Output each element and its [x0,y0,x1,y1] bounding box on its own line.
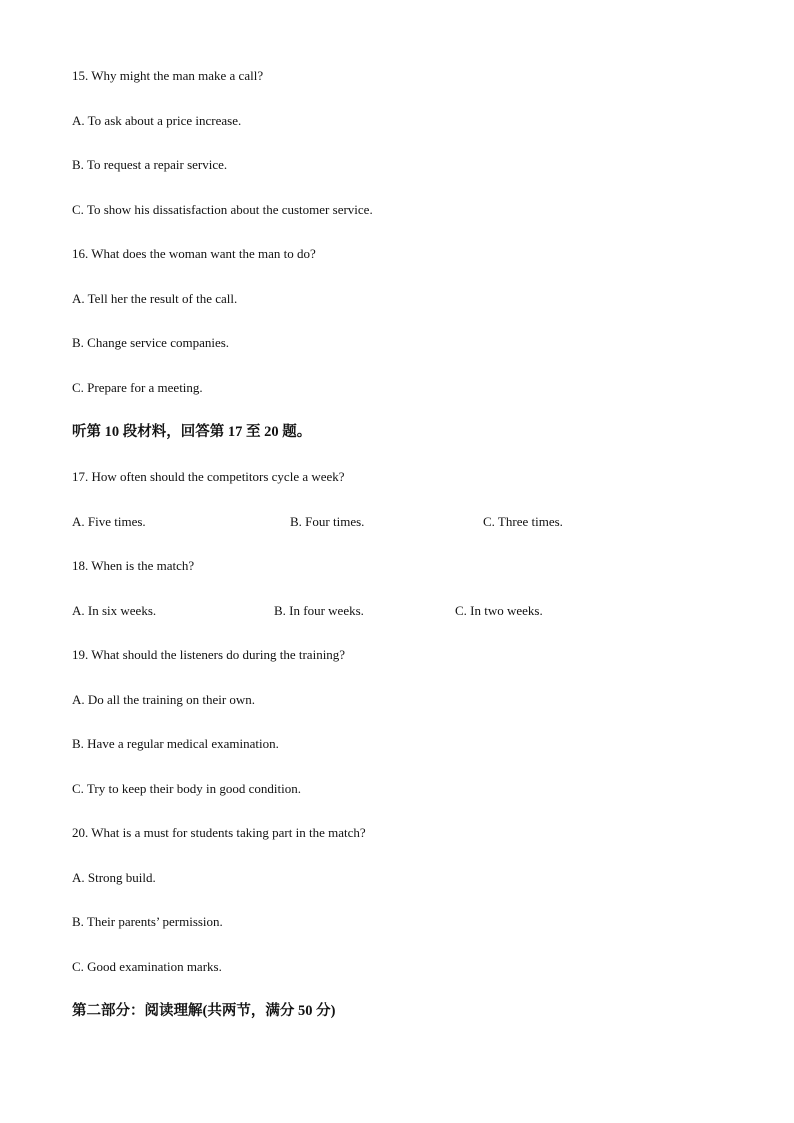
q16-option-c: C. Prepare for a meeting. [72,380,203,395]
question-18: 18. When is the match? [72,558,195,573]
q17-option-a: A. Five times. [72,514,146,529]
q16-option-a: A. Tell her the result of the call. [72,291,238,306]
q19-option-b: B. Have a regular medical examination. [72,736,279,751]
q18-option-a: A. In six weeks. [72,603,157,618]
q15-option-c: C. To show his dissatisfaction about the customer service. [72,202,373,217]
question-19: 19. What should the listeners do during the training? [72,647,346,662]
q20-option-c: C. Good examination marks. [72,959,222,974]
question-15: 15. Why might the man make a call? [72,68,264,83]
part-2-heading: 第二部分：阅读理解(共两节，满分 50 分) [72,1003,336,1019]
q20-option-b: B. Their parents’ permission. [72,914,223,929]
q16-option-b: B. Change service companies. [72,335,230,350]
question-20: 20. What is a must for students taking part in the match? [72,825,366,840]
q15-option-a: A. To ask about a price increase. [72,113,242,128]
q19-option-a: A. Do all the training on their own. [72,692,256,707]
q17-option-b: B. Four times. [290,514,365,529]
q15-option-b: B. To request a repair service. [72,157,228,172]
q20-option-a: A. Strong build. [72,870,156,885]
q18-option-c: C. In two weeks. [455,603,543,618]
q19-option-c: C. Try to keep their body in good condition. [72,781,301,796]
question-16: 16. What does the woman want the man to do? [72,246,316,261]
q18-option-b: B. In four weeks. [274,603,364,618]
question-17: 17. How often should the competitors cycle a week? [72,469,345,484]
q17-option-c: C. Three times. [483,514,563,529]
section-heading-material-10: 听第 10 段材料，回答第 17 至 20 题。 [72,424,312,440]
